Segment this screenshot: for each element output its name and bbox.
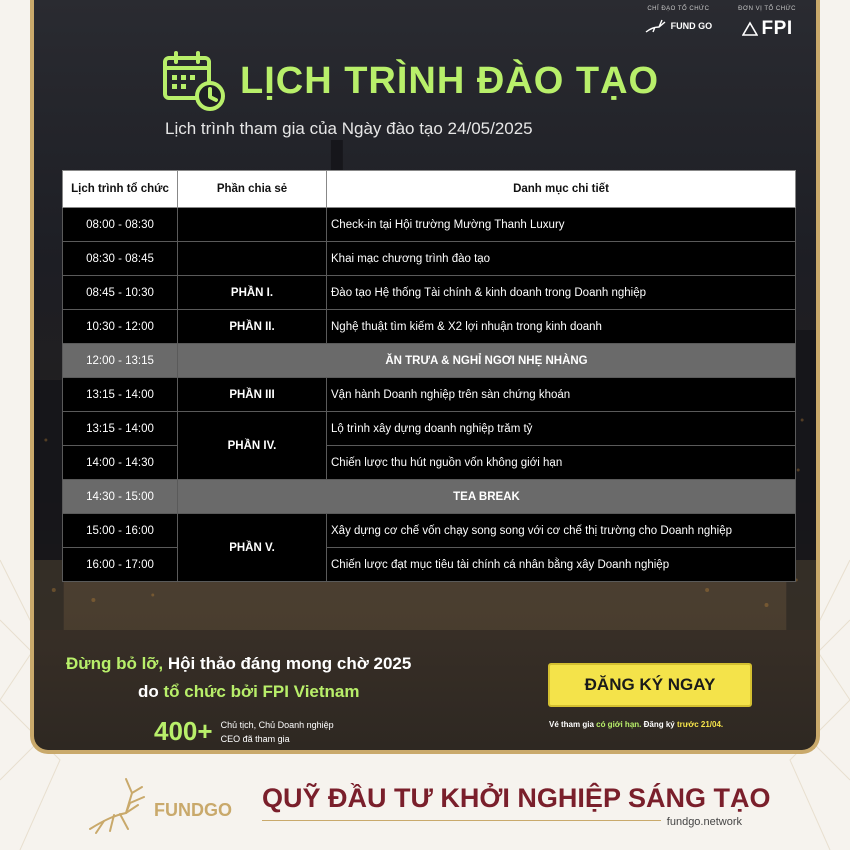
host-partner xyxy=(738,6,796,40)
row-part: PHẦN I. xyxy=(178,276,327,310)
organizer-label: CHỈ ĐẠO TỔ CHỨC xyxy=(647,6,710,12)
attendee-description xyxy=(221,718,334,746)
footer-website xyxy=(262,816,742,828)
row-time: 10:30 - 12:00 xyxy=(63,310,178,344)
table-row xyxy=(63,378,796,412)
cta-headline-rest: Hội thảo đáng mong chờ 2025 xyxy=(163,654,412,673)
row-part xyxy=(178,242,327,276)
partner-logos xyxy=(645,6,796,40)
column-header-detail: Danh mục chi tiết xyxy=(327,171,796,208)
cta-organizer-prefix: do xyxy=(138,682,164,701)
table-row xyxy=(63,446,796,480)
host-name: FPI xyxy=(761,18,793,39)
footer-logo xyxy=(86,775,232,835)
table-row xyxy=(63,412,796,446)
note-part4: trước 21/04. xyxy=(676,720,724,729)
row-part: PHẦN II. xyxy=(178,310,327,344)
registration-note xyxy=(549,720,723,729)
row-time: 13:15 - 14:00 xyxy=(63,378,178,412)
row-detail: Check-in tại Hội trường Mường Thanh Luxury xyxy=(327,208,796,242)
table-row xyxy=(63,548,796,582)
row-part xyxy=(178,208,327,242)
fundgo-deer-icon xyxy=(86,775,150,835)
register-now-button[interactable]: ĐĂNG KÝ NGAY xyxy=(548,663,752,707)
row-time: 13:15 - 14:00 xyxy=(63,412,178,446)
row-time: 12:00 - 13:15 xyxy=(63,344,178,378)
row-part: PHẦN III xyxy=(178,378,327,412)
note-part3: Đăng ký xyxy=(641,720,677,729)
title-row xyxy=(162,50,659,112)
table-row xyxy=(63,276,796,310)
row-time: 14:30 - 15:00 xyxy=(63,480,178,514)
row-time: 08:00 - 08:30 xyxy=(63,208,178,242)
table-header-row xyxy=(63,171,796,208)
row-part: PHẦN IV. xyxy=(178,412,327,480)
page-subtitle: Lịch trình tham gia của Ngày đào tạo 24/05/2025 xyxy=(165,119,533,138)
cta-organizer-line xyxy=(138,682,360,702)
row-detail: Đào tạo Hệ thống Tài chính & kinh doanh trong Doanh nghiệp xyxy=(327,276,796,310)
row-detail: Xây dựng cơ chế vốn chạy song song với cơ chế thị trường cho Doanh nghiệp xyxy=(327,514,796,548)
table-row xyxy=(63,310,796,344)
page-title: LỊCH TRÌNH ĐÀO TẠO xyxy=(240,59,660,102)
row-time: 16:00 - 17:00 xyxy=(63,548,178,582)
row-time: 08:45 - 10:30 xyxy=(63,276,178,310)
call-to-action xyxy=(34,632,816,754)
table-row xyxy=(63,514,796,548)
schedule-card xyxy=(30,0,820,754)
schedule-table xyxy=(62,170,796,582)
note-part1: Vé tham gia xyxy=(549,720,597,729)
table-row xyxy=(63,242,796,276)
tea-break-row xyxy=(63,480,796,514)
column-header-part: Phần chia sẻ xyxy=(178,171,327,208)
row-detail: Lộ trình xây dựng doanh nghiệp trăm tỷ xyxy=(327,412,796,446)
column-header-time: Lịch trình tổ chức xyxy=(63,171,178,208)
row-detail: Nghệ thuật tìm kiếm & X2 lợi nhuận trong kinh doanh xyxy=(327,310,796,344)
row-time: 15:00 - 16:00 xyxy=(63,514,178,548)
host-label: ĐƠN VỊ TỔ CHỨC xyxy=(738,6,796,12)
cta-headline-highlight: Đừng bỏ lỡ, xyxy=(66,654,164,673)
tea-break-label: TEA BREAK xyxy=(178,480,796,514)
row-detail: Vận hành Doanh nghiệp trên sàn chứng khoán xyxy=(327,378,796,412)
attendee-description-line2: CEO đã tham gia xyxy=(220,733,290,744)
row-detail: Khai mạc chương trình đào tạo xyxy=(327,242,796,276)
row-time: 08:30 - 08:45 xyxy=(63,242,178,276)
lunch-break-label: ĂN TRƯA & NGHỈ NGƠI NHẸ NHÀNG xyxy=(178,344,796,378)
triangle-logo-icon xyxy=(742,21,758,37)
footer-website-link[interactable]: fundgo.network xyxy=(661,816,742,828)
note-part2: có giới hạn. xyxy=(596,720,642,729)
attendee-stats xyxy=(154,716,334,747)
cta-organizer-highlight: tổ chức bởi FPI Vietnam xyxy=(163,682,360,701)
table-row xyxy=(63,208,796,242)
footer-title: QUỸ ĐẦU TƯ KHỞI NGHIỆP SÁNG TẠO xyxy=(262,783,771,813)
attendee-count: 400+ xyxy=(154,716,213,746)
attendee-description-line1: Chủ tịch, Chủ Doanh nghiệp xyxy=(220,719,334,730)
deer-logo-icon xyxy=(645,18,667,34)
organizer-name: FUND GO xyxy=(670,21,713,31)
footer-brand-name: FUNDGO xyxy=(154,799,232,820)
row-part: PHẦN V. xyxy=(178,514,327,582)
lunch-break-row xyxy=(63,344,796,378)
row-time: 14:00 - 14:30 xyxy=(63,446,178,480)
row-detail: Chiến lược đạt mục tiêu tài chính cá nhân bằng xây Doanh nghiệp xyxy=(327,548,796,582)
row-detail: Chiến lược thu hút nguồn vốn không giới hạn xyxy=(327,446,796,480)
organizer-partner xyxy=(645,6,713,40)
cta-headline xyxy=(66,654,411,674)
calendar-clock-icon xyxy=(162,50,228,112)
